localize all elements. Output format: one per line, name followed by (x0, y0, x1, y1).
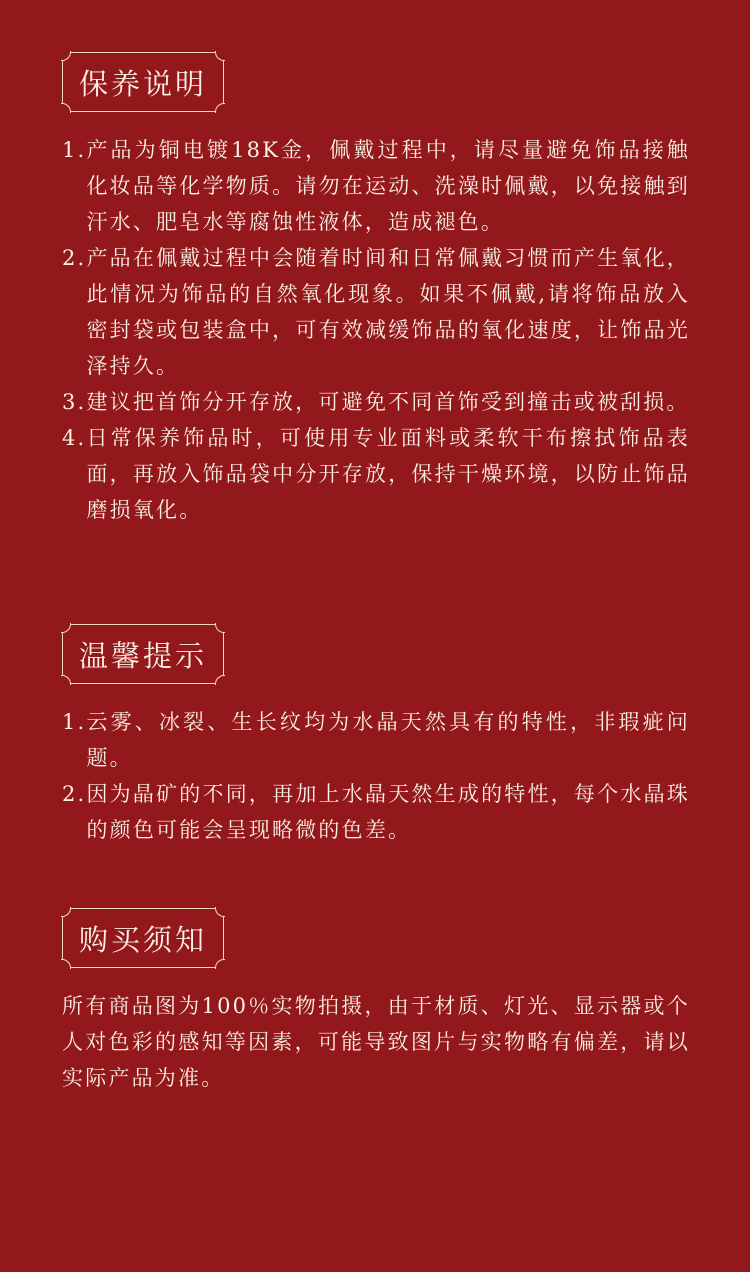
item-number: 3. (62, 390, 87, 414)
list-item (62, 420, 690, 528)
item-text: 因为晶矿的不同，再加上水晶天然生成的特性，每个水晶珠的颜色可能会呈现略微的色差。 (86, 782, 690, 842)
item-text: 云雾、冰裂、生长纹均为水晶天然具有的特性，非瑕疵问题。 (86, 710, 690, 770)
item-text: 产品在佩戴过程中会随着时间和日常佩戴习惯而产生氧化，此情况为饰品的自然氧化现象。如果不佩戴,请将饰品放入密封袋或包装盒中，可有效减缓饰品的氧化速度，让饰品光泽持久。 (86, 246, 690, 378)
care-heading: 保养说明 (78, 66, 207, 101)
purchase-section (62, 908, 690, 1096)
item-number: 2. (62, 782, 87, 806)
item-number: 1. (62, 138, 87, 162)
list-item (62, 132, 690, 240)
purchase-notice-text: 所有商品图为100％实物拍摄，由于材质、灯光、显示器或个人对色彩的感知等因素，可能导致图片与实物略有偏差，请以实际产品为准。 (62, 994, 690, 1090)
item-number: 4. (62, 426, 87, 450)
care-section (62, 52, 690, 528)
purchase-heading-frame (62, 908, 224, 968)
purchase-heading: 购买须知 (78, 922, 207, 957)
tips-heading-frame (62, 624, 224, 684)
item-text: 产品为铜电镀18K金，佩戴过程中，请尽量避免饰品接触化妆品等化学物质。请勿在运动、洗澡时佩戴，以免接触到汗水、肥皂水等腐蚀性液体，造成褪色。 (86, 138, 690, 234)
tips-section (62, 624, 690, 848)
tips-list (62, 704, 690, 848)
list-item (62, 704, 690, 776)
care-list (62, 132, 690, 528)
list-item (62, 776, 690, 848)
item-text: 日常保养饰品时，可使用专业面料或柔软干布擦拭饰品表面，再放入饰品袋中分开存放，保持干燥环境，以防止饰品磨损氧化。 (86, 426, 690, 522)
item-number: 1. (62, 710, 87, 734)
list-item (62, 384, 690, 420)
item-number: 2. (62, 246, 87, 270)
tips-heading: 温馨提示 (78, 638, 207, 673)
list-item (62, 240, 690, 384)
item-text: 建议把首饰分开存放，可避免不同首饰受到撞击或被刮损。 (86, 390, 690, 414)
care-heading-frame (62, 52, 224, 112)
